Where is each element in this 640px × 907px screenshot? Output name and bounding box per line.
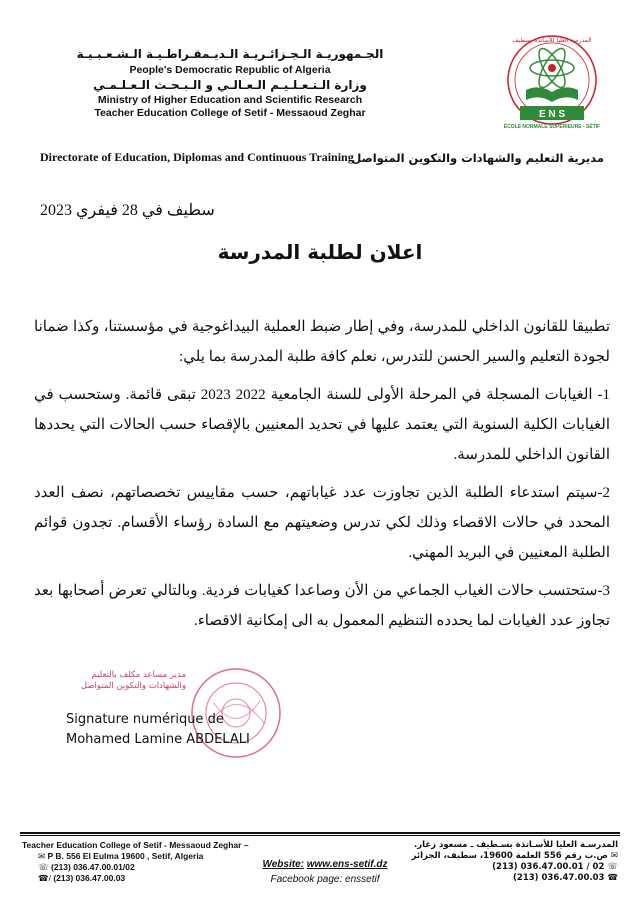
- announcement-title: اعلان لطلبة المدرسة: [217, 240, 423, 264]
- footer-phone: (213) 036.47.00.01/02: [51, 862, 135, 872]
- body-intro: تطبيقا للقانون الداخلي للمدرسة، وفي إطار ضبط العملية البيداغوجية في مؤسستنا، وكذا ضمانا لجودة التعليم والسير الحسن للتدرس، نعلم كافة طلبة المدرسة بما يلي:: [34, 319, 610, 365]
- announcement-body: [34, 312, 610, 636]
- ens-logo: [492, 28, 612, 148]
- directorate-english: Directorate of Education, Diplomas and Continuous Training: [40, 150, 354, 164]
- directorate-arabic: مديرية التعليم والشهادات والتكوين المتواصل: [351, 151, 604, 165]
- svg-text:ÉCOLE NORMALE SUPÉRIEURE - SÉT: ÉCOLE NORMALE SUPÉRIEURE - SÉTIF: [503, 124, 601, 130]
- header-english-ministry: Ministry of Higher Education and Scientific Research: [97, 94, 363, 106]
- footer-phone-row-ar: [412, 862, 618, 873]
- website-label: Website:: [262, 859, 304, 870]
- digital-signature: [66, 710, 250, 750]
- header-english-republic: People's Democratic Republic of Algeria: [129, 64, 331, 76]
- footer-divider-thin: [20, 835, 620, 836]
- document-date: سطيف في 28 فيفري 2023: [40, 202, 215, 219]
- svg-text:المدرسة العليا للأساتذة بسطيف: المدرسة العليا للأساتذة بسطيف: [512, 37, 592, 44]
- footer-website-row: [240, 857, 410, 872]
- body-item-1: 1- الغيابات المسجلة في المرحلة الأولى للسنة الجامعية 2022 2023 تبقى قائمة. وستحسب في الغيابات الكلية السنوية التي يعتمد عليها في تحديد المعنيين بالإقصاء حسب الحالات التي يحددها القانون الداخلي للمدرسة.: [34, 387, 610, 463]
- svg-text:E N S: E N S: [538, 109, 566, 120]
- envelope-icon: ✉: [38, 851, 46, 861]
- envelope-icon: ✉: [610, 851, 618, 861]
- facebook-page: Facebook page: enssetif: [270, 874, 380, 885]
- footer-address: P B. 556 El Eulma 19600 , Setif, Algeria: [47, 851, 204, 861]
- header-english-college: Teacher Education College of Setif - Messaoud Zeghar: [94, 107, 366, 119]
- footer-address-row-ar: [412, 851, 618, 862]
- footer-college-name-ar: المدرسـة العليا للأسـاتذة بسـطيف ـ مسعود زغار.: [414, 840, 618, 850]
- footer-address-ar: ص.ب رقم 556 العلمة 19600، سطيف، الجزائر: [411, 851, 608, 861]
- body-item-3: 3-ستحتسب حالات الغياب الجماعي من الأن وصاعدا كغيابات فردية. وبالتالي تعرض أصحابها بعد تجاوز عدد الغيابات لما يحدده التنظيم المعمول به الى إمكانية الاقصاء.: [34, 583, 610, 629]
- footer-fax-ar: (213) 036.47.00.03: [513, 873, 605, 883]
- footer-fax: (213) 036.47.00.03: [53, 873, 126, 883]
- footer-divider: [20, 832, 620, 834]
- stamp-title: مدير مساعد مكلف بالتعليم والشهادات والتكوين المتواصل: [80, 670, 186, 691]
- footer-fax-row-ar: [412, 873, 618, 884]
- signature-line-2: Mohamed Lamine ABDELALI: [66, 732, 250, 747]
- footer-phone-row: [22, 862, 249, 873]
- header-arabic-republic: الجـمهوريـة الـجـزائـريـة الـديـمقـراطـيـة الـشـعـبـيـة: [76, 47, 384, 61]
- phone-icon: ☏: [607, 862, 618, 872]
- footer-fax-row: [22, 873, 249, 884]
- atom-book-logo-icon: [492, 28, 612, 148]
- phone-icon: ☏: [38, 862, 49, 872]
- website-link[interactable]: www.ens-setif.dz: [306, 859, 388, 870]
- footer-web: [240, 857, 410, 887]
- footer-contact-arabic: [412, 840, 618, 884]
- footer-college-name: Teacher Education College of Setif - Messaoud Zeghar –: [22, 840, 249, 850]
- signature-line-1: Signature numérique de: [66, 712, 224, 727]
- footer-address-row: [22, 851, 249, 862]
- footer-contact-english: [22, 840, 249, 884]
- header-arabic-ministry: وزارة الـتـعـلـيـم الـعـالـي و الـبـحـث الـعـلـمـي: [93, 78, 367, 92]
- body-item-2: 2-سيتم استدعاء الطلبة الذين تجاوزت عدد غياباتهم، حسب مقاييس تخصصاتهم، نصف العدد المحدد في حالات الاقصاء وذلك لكي تدرس وضعيتهم مع السادة رؤساء الأقسام. تجدون قوائم الطلبة المعنيين في البريد المهني.: [34, 485, 610, 561]
- fax-icon: ☎: [607, 873, 618, 883]
- footer-phone-ar: (213) 036.47.00.01 / 02: [492, 862, 605, 872]
- fax-icon: ☎/: [38, 873, 51, 883]
